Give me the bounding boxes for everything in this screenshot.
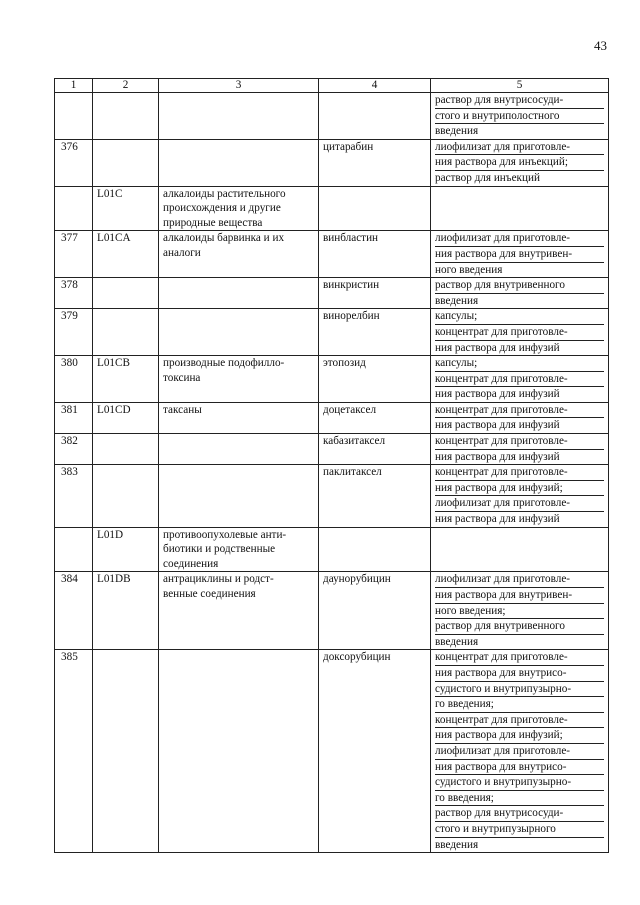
dosage-forms-cell — [431, 434, 609, 465]
dosage-forms-cell — [431, 309, 609, 356]
group-name-line: токсина — [163, 371, 201, 384]
group-name-line: алкалоиды растительного — [163, 187, 286, 200]
table-header-row — [55, 79, 609, 93]
dosage-form-line: ного введения; — [435, 604, 604, 620]
group-name-line: противоопухолевые анти- — [163, 528, 287, 541]
atc-code-cell — [93, 309, 159, 356]
group-name-cell — [159, 139, 319, 186]
dosage-form-line: введения — [435, 294, 479, 307]
dosage-form-line: концентрат для приготовле- — [435, 713, 604, 729]
dosage-forms-cell — [431, 402, 609, 433]
group-name-line: производные подофилло- — [163, 357, 285, 370]
group-name-cell — [159, 231, 319, 278]
atc-code-cell — [93, 434, 159, 465]
dosage-form-line: введения — [435, 125, 479, 138]
dosage-form-line: ния раствора для внутривен- — [435, 247, 604, 263]
drug-table — [54, 78, 609, 853]
table-row — [55, 356, 609, 403]
drug-name-cell: винорелбин — [319, 309, 431, 356]
table-row — [55, 434, 609, 465]
dosage-forms-cell — [431, 93, 609, 140]
dosage-form-line: лиофилизат для приготовле- — [435, 231, 604, 247]
row-number-cell: 376 — [55, 139, 93, 186]
group-name-cell — [159, 356, 319, 403]
dosage-forms-cell — [431, 572, 609, 650]
dosage-form-line: концентрат для приготовле- — [435, 465, 604, 481]
row-number-cell: 379 — [55, 309, 93, 356]
dosage-form-line: раствор для внутривенного — [435, 278, 604, 294]
dosage-forms-cell — [431, 278, 609, 309]
column-header-3: 3 — [159, 79, 319, 93]
dosage-forms-cell — [431, 650, 609, 853]
dosage-form-line: концентрат для приготовле- — [435, 650, 604, 666]
drug-name-cell: доксорубицин — [319, 650, 431, 853]
dosage-form-line: раствор для внутрисосуди- — [435, 806, 604, 822]
column-header-1: 1 — [55, 79, 93, 93]
table-row — [55, 278, 609, 309]
group-name-cell — [159, 93, 319, 140]
group-name-line: происхождения и другие — [163, 202, 281, 215]
table-row — [55, 139, 609, 186]
atc-code-cell — [93, 139, 159, 186]
atc-code-cell — [93, 278, 159, 309]
atc-code-cell: L01CA — [93, 231, 159, 278]
dosage-form-line: ния раствора для инфузий — [435, 341, 560, 354]
group-name-cell — [159, 309, 319, 356]
column-header-2: 2 — [93, 79, 159, 93]
dosage-form-line: ния раствора для инфузий — [435, 513, 560, 526]
drug-name-cell: даунорубицин — [319, 572, 431, 650]
table-row — [55, 402, 609, 433]
atc-code-cell: L01DB — [93, 572, 159, 650]
group-name-line: антрациклины и родст- — [163, 573, 274, 586]
dosage-form-line: судистого и внутрипузырно- — [435, 775, 604, 791]
group-name-line: алкалоиды барвинка и их — [163, 232, 285, 245]
dosage-form-line: ния раствора для инъекций; — [435, 155, 604, 171]
row-number-cell: 381 — [55, 402, 93, 433]
row-number-cell: 384 — [55, 572, 93, 650]
dosage-form-line: стого и внутрипузырного — [435, 822, 604, 838]
table-row — [55, 465, 609, 527]
atc-code-cell: L01CD — [93, 402, 159, 433]
dosage-form-line: введения — [435, 838, 479, 851]
dosage-forms-cell — [431, 186, 609, 231]
table-row — [55, 309, 609, 356]
column-header-4: 4 — [319, 79, 431, 93]
drug-name-cell: кабазитаксел — [319, 434, 431, 465]
dosage-forms-cell — [431, 139, 609, 186]
group-name-line: природные вещества — [163, 216, 263, 229]
atc-code-cell — [93, 465, 159, 527]
row-number-cell: 378 — [55, 278, 93, 309]
drug-name-cell — [319, 527, 431, 572]
group-name-cell — [159, 650, 319, 853]
dosage-form-line: концентрат для приготовле- — [435, 434, 604, 450]
dosage-forms-cell — [431, 527, 609, 572]
dosage-form-line: лиофилизат для приготовле- — [435, 572, 604, 588]
atc-code-cell: L01CB — [93, 356, 159, 403]
dosage-form-line: введения — [435, 635, 479, 648]
group-name-line: таксаны — [163, 403, 202, 416]
dosage-form-line: ния раствора для инфузий — [435, 419, 560, 432]
drug-name-cell: винбластин — [319, 231, 431, 278]
dosage-form-line: концентрат для приготовле- — [435, 325, 604, 341]
table-row — [55, 93, 609, 140]
dosage-form-line: концентрат для приготовле- — [435, 403, 604, 419]
dosage-form-line: раствор для внутрисосуди- — [435, 93, 604, 109]
dosage-form-line: стого и внутриполостного — [435, 109, 604, 125]
dosage-form-line: го введения; — [435, 697, 604, 713]
drug-name-cell: этопозид — [319, 356, 431, 403]
group-name-cell — [159, 186, 319, 231]
atc-code-cell — [93, 650, 159, 853]
atc-code-cell — [93, 93, 159, 140]
dosage-form-line: раствор для внутривенного — [435, 619, 604, 635]
group-name-line: венные соединения — [163, 588, 256, 600]
dosage-form-line: ния раствора для инфузий; — [435, 728, 604, 744]
row-number-cell: 385 — [55, 650, 93, 853]
group-name-cell — [159, 465, 319, 527]
group-name-line: биотики и родственные — [163, 543, 276, 556]
dosage-form-line: ния раствора для внутрисо- — [435, 666, 604, 682]
dosage-forms-cell — [431, 465, 609, 527]
dosage-form-line: капсулы; — [435, 356, 604, 372]
drug-name-cell: паклитаксел — [319, 465, 431, 527]
dosage-form-line: лиофилизат для приготовле- — [435, 496, 604, 512]
dosage-form-line: ния раствора для внутрисо- — [435, 760, 604, 776]
dosage-form-line: капсулы; — [435, 309, 604, 325]
row-number-cell: 380 — [55, 356, 93, 403]
row-number-cell: 377 — [55, 231, 93, 278]
group-name-cell — [159, 278, 319, 309]
dosage-form-line: го введения; — [435, 791, 604, 807]
table-row — [55, 186, 609, 231]
row-number-cell — [55, 93, 93, 140]
dosage-form-line: судистого и внутрипузырно- — [435, 682, 604, 698]
row-number-cell: 383 — [55, 465, 93, 527]
table-body — [55, 93, 609, 853]
group-name-cell — [159, 434, 319, 465]
dosage-form-line: концентрат для приготовле- — [435, 372, 604, 388]
group-name-line: аналоги — [163, 246, 201, 259]
dosage-form-line: лиофилизат для приготовле- — [435, 744, 604, 760]
dosage-form-line: ного введения — [435, 263, 503, 276]
dosage-form-line: ния раствора для инфузий — [435, 388, 560, 401]
drug-name-cell: цитарабин — [319, 139, 431, 186]
page-number: 43 — [594, 38, 607, 53]
table-row — [55, 572, 609, 650]
table-row — [55, 650, 609, 853]
row-number-cell — [55, 527, 93, 572]
table-row — [55, 231, 609, 278]
dosage-form-line: лиофилизат для приготовле- — [435, 140, 604, 156]
row-number-cell — [55, 186, 93, 231]
column-header-5: 5 — [431, 79, 609, 93]
table-row — [55, 527, 609, 572]
dosage-form-line: ния раствора для инфузий; — [435, 481, 604, 497]
atc-code-cell: L01D — [93, 527, 159, 572]
dosage-form-line: ния раствора для внутривен- — [435, 588, 604, 604]
group-name-cell — [159, 402, 319, 433]
drug-name-cell: доцетаксел — [319, 402, 431, 433]
group-name-cell — [159, 527, 319, 572]
dosage-form-line: раствор для инъекций — [435, 171, 540, 184]
dosage-forms-cell — [431, 231, 609, 278]
drug-name-cell — [319, 186, 431, 231]
drug-name-cell: винкристин — [319, 278, 431, 309]
drug-name-cell — [319, 93, 431, 140]
group-name-line: соединения — [163, 557, 219, 570]
atc-code-cell: L01C — [93, 186, 159, 231]
dosage-form-line: ния раствора для инфузий — [435, 450, 560, 463]
dosage-forms-cell — [431, 356, 609, 403]
row-number-cell: 382 — [55, 434, 93, 465]
group-name-cell — [159, 572, 319, 650]
